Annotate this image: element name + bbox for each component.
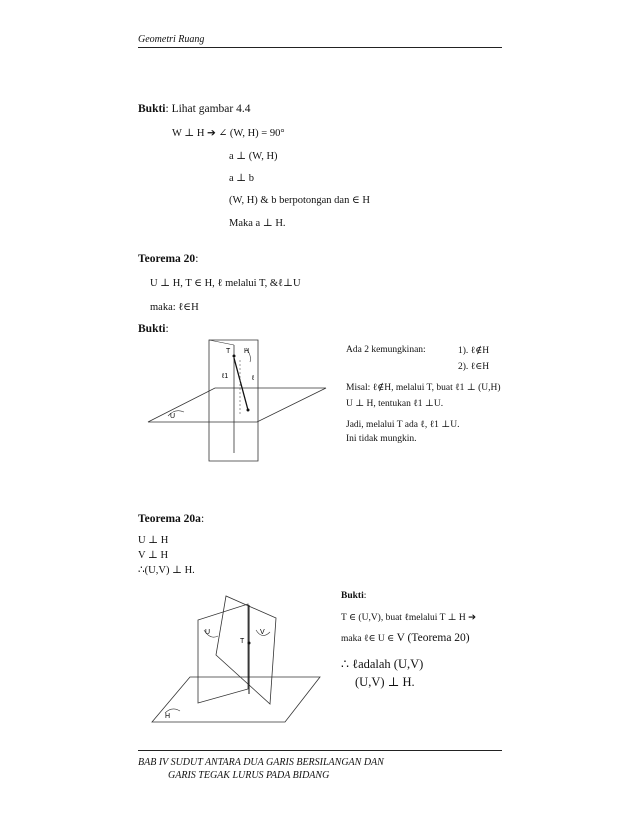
- fig2-label-T: T: [240, 638, 245, 645]
- proof2-line-4: Ini tidak mungkin.: [346, 434, 417, 444]
- possibilities-text: Ada 2 kemungkinan:: [346, 345, 426, 355]
- fig1-label-l: ℓ: [252, 375, 255, 382]
- fig2-label-V: V: [260, 629, 265, 636]
- point-T: [248, 642, 251, 645]
- proof1-line-3: a ⊥ b: [229, 173, 255, 184]
- proof2-colon: :: [165, 323, 169, 335]
- proof1-intro: : Lihat gambar 4.4: [165, 103, 251, 115]
- theorem20a-title: Teorema 20a: [138, 513, 201, 525]
- proof2-line-2: U ⊥ H, tentukan ℓ1 ⊥U.: [346, 399, 444, 409]
- fig1-label-l1: ℓ1: [222, 373, 229, 380]
- option-1: 1). ℓ∉H: [458, 346, 490, 356]
- fig1-label-U: U: [170, 413, 176, 420]
- theorem20-title: Teorema 20: [138, 253, 196, 265]
- proof2-label: Bukti: [138, 323, 166, 335]
- proof1-line-5: Maka a ⊥ H.: [229, 218, 286, 229]
- theorem20-colon: :: [195, 253, 199, 265]
- running-header: Geometri Ruang: [138, 34, 205, 45]
- theorem20a-colon: :: [200, 513, 205, 525]
- fig2-label-H: H: [165, 713, 171, 720]
- proof3-line-2-big: V (Teorema 20): [396, 632, 470, 644]
- proof3-line-3: ∴ ℓadalah (U,V): [341, 657, 424, 671]
- footer-line-1: BAB IV SUDUT ANTARA DUA GARIS BERSILANGAN DAN: [138, 757, 384, 768]
- theorem20a-line-1: U ⊥ H: [138, 535, 169, 546]
- footer-rule: [138, 750, 502, 751]
- option-2: 2). ℓ∈H: [458, 362, 490, 372]
- theorem20a-line-2: V ⊥ H: [138, 550, 169, 561]
- proof3-line-4: (U,V) ⊥ H.: [355, 675, 415, 689]
- proof1-label: Bukti: [138, 103, 166, 115]
- proof3-line-2-small: maka ℓ∈ U ∈: [341, 634, 397, 644]
- fig1-label-T: T: [226, 348, 231, 355]
- proof2-line-1: Misal: ℓ∉H, melalui T, buat ℓ1 ⊥ (U,H): [346, 383, 501, 393]
- theorem20-statement: U ⊥ H, T ∈ H, ℓ melalui T, &ℓ⊥U: [150, 278, 301, 289]
- proof3-colon: :: [363, 591, 367, 601]
- fig1-label-H: H: [244, 348, 250, 355]
- theorem20a-line-3: ∴(U,V) ⊥ H.: [138, 565, 195, 576]
- plane-U: [198, 604, 248, 703]
- footer-line-2: GARIS TEGAK LURUS PADA BIDANG: [168, 770, 330, 781]
- proof1-line-1: W ⊥ H ➔ ∠ (W, H) = 90°: [172, 128, 285, 139]
- proof1-line-2: a ⊥ (W, H): [229, 151, 278, 162]
- proof1-line-4: (W, H) & b berpotongan dan ∈ H: [229, 195, 370, 206]
- proof3-line-1: T ∈ (U,V), buat ℓmelalui T ⊥ H ➔: [341, 613, 477, 623]
- plane-H: [152, 677, 320, 722]
- theorem20-conclusion: maka: ℓ∈H: [150, 302, 199, 313]
- proof3-label: Bukti: [341, 591, 364, 601]
- plane-V: [216, 596, 276, 704]
- fig2-label-U: U: [205, 629, 211, 636]
- proof2-line-3: Jadi, melalui T ada ℓ, ℓ1 ⊥U.: [346, 420, 460, 430]
